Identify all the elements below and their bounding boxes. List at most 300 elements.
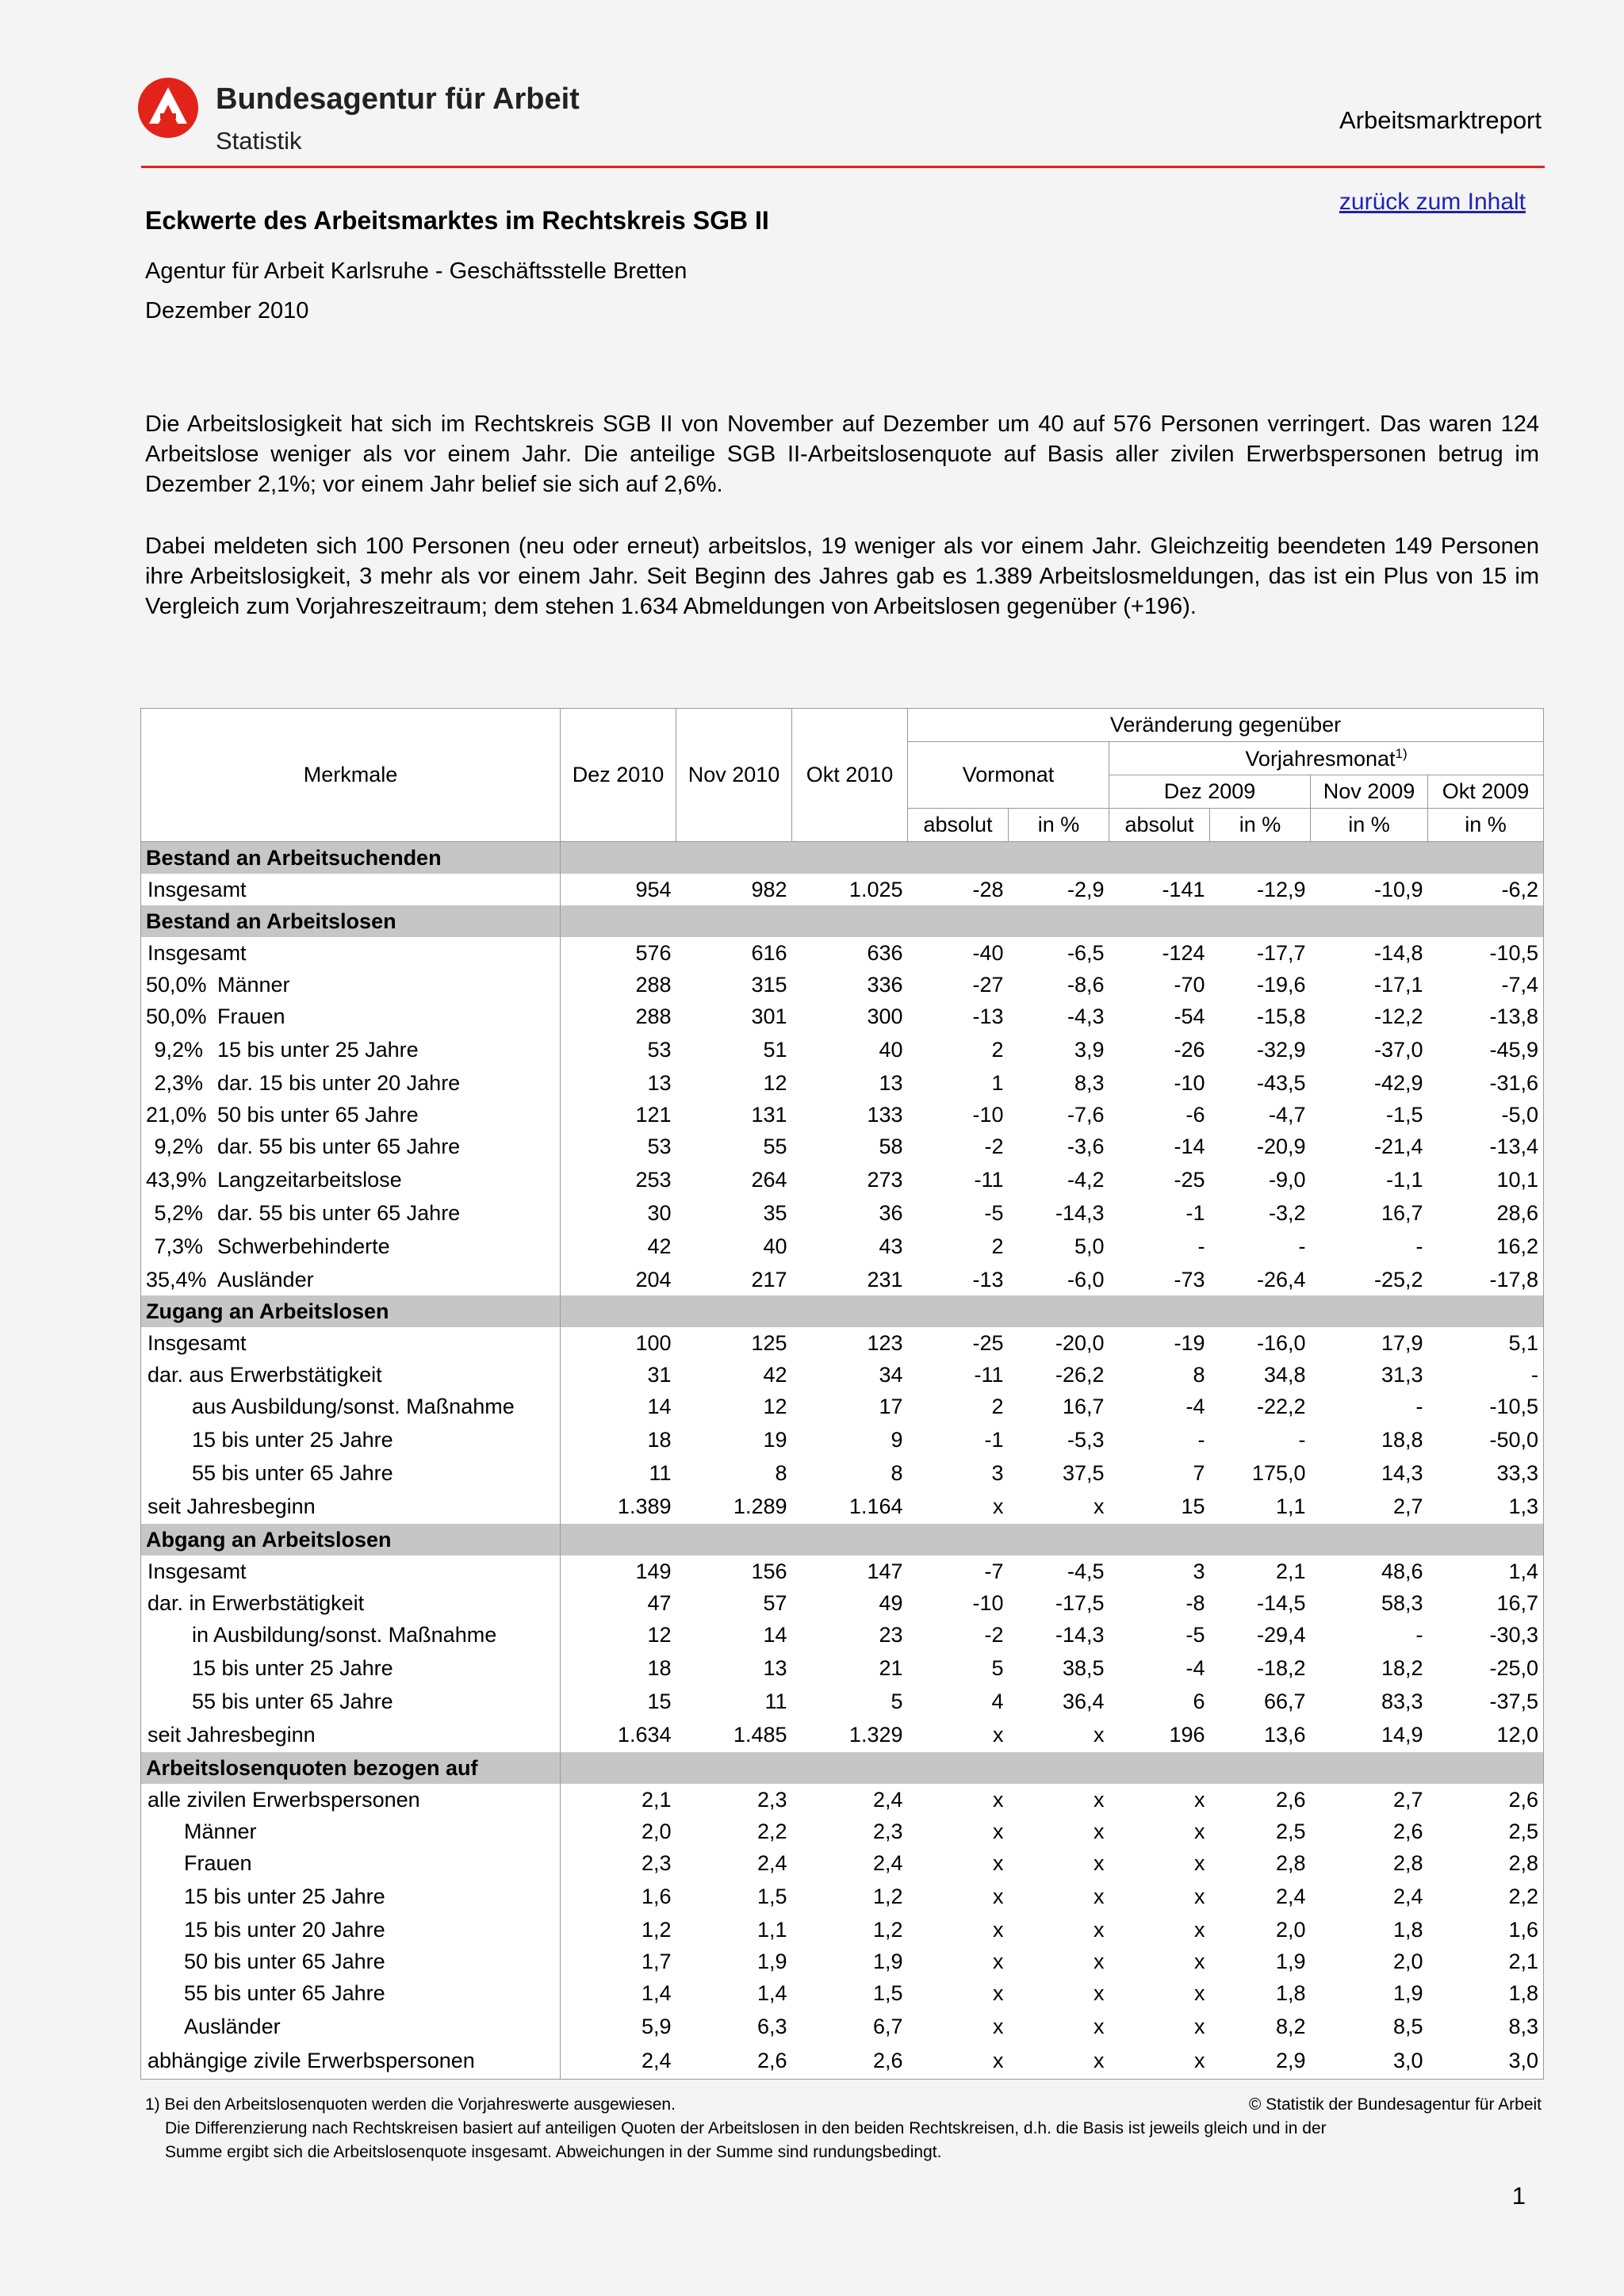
value-cell: 31,3 (1381, 1362, 1423, 1387)
table-row (141, 1489, 1544, 1524)
value-cell: 231 (867, 1267, 903, 1292)
value-cell: 1,8 (1508, 1980, 1539, 2005)
value-cell: 1,5 (756, 1884, 787, 1908)
value-cell: -40 (972, 940, 1004, 965)
value-cell: -1,1 (1385, 1167, 1423, 1192)
row-label-cell (141, 1099, 561, 1131)
value-cell: 14 (647, 1394, 672, 1418)
value-cell: 1.289 (733, 1494, 787, 1518)
value-cell: -42,9 (1373, 1070, 1423, 1095)
value-cell: 1,4 (641, 1980, 672, 2005)
value-cell: 1,3 (1508, 1494, 1539, 1518)
value-cell: 35 (763, 1200, 787, 1225)
row-label: 55 bis unter 65 Jahre (192, 1689, 393, 1713)
value-cell: -11 (974, 1167, 1004, 1192)
value-cell: -7,4 (1501, 972, 1539, 997)
row-label: 15 bis unter 25 Jahre (217, 1037, 419, 1062)
value-cell: 4 (991, 1689, 1004, 1713)
value-cell: 15 (647, 1689, 672, 1713)
value-cell: 2,7 (1392, 1494, 1423, 1518)
value-cell: x (993, 1787, 1004, 1812)
value-cell: -5 (984, 1200, 1004, 1225)
header-divider (141, 166, 1545, 168)
value-cell: -37,0 (1373, 1037, 1423, 1062)
value-cell: -14,3 (1055, 1622, 1105, 1647)
value-cell: -6,0 (1067, 1267, 1105, 1292)
section-header-row (141, 1295, 1544, 1327)
value-cell: 58,3 (1381, 1590, 1423, 1615)
table-row (141, 1391, 1544, 1422)
value-cell: 5,1 (1508, 1330, 1539, 1355)
value-cell: -3,2 (1268, 1200, 1306, 1225)
value-cell: 14,9 (1381, 1722, 1423, 1747)
value-cell: -17,7 (1256, 940, 1306, 965)
value-cell: x (1194, 1884, 1205, 1908)
value-cell: 11 (649, 1460, 672, 1485)
value-cell: -22,2 (1256, 1394, 1306, 1418)
value-cell: 12 (763, 1070, 787, 1095)
row-label-cell (141, 1264, 561, 1295)
value-cell: 1,9 (756, 1949, 787, 1973)
value-cell: 636 (867, 940, 903, 965)
row-label-cell (141, 1229, 561, 1264)
value-cell: 125 (751, 1330, 787, 1355)
report-label: Arbeitsmarktreport (1339, 106, 1542, 134)
value-cell: x (1194, 1917, 1205, 1942)
row-label: abhängige zivile Erwerbspersonen (147, 2049, 475, 2073)
value-cell: 1,8 (1392, 1917, 1423, 1942)
value-cell: 16,2 (1496, 1234, 1539, 1258)
row-label-cell (141, 1391, 561, 1422)
row-label: Insgesamt (147, 1330, 247, 1355)
row-label: Frauen (184, 1850, 252, 1875)
value-cell: 156 (751, 1559, 787, 1583)
value-cell: 336 (867, 972, 903, 997)
value-cell: x (1094, 1850, 1105, 1875)
value-cell: 1.389 (617, 1494, 672, 1518)
value-cell: 34,8 (1263, 1362, 1306, 1387)
table-row (141, 1422, 1544, 1457)
header-in-pct: in % (1428, 809, 1544, 842)
value-cell: 253 (635, 1167, 672, 1192)
value-cell: 43 (879, 1234, 903, 1258)
value-cell: 42 (647, 1234, 672, 1258)
value-cell: 196 (1169, 1722, 1205, 1747)
row-label-cell (141, 1067, 561, 1099)
share-percent: 50,0% (146, 1004, 207, 1028)
value-cell: -27 (972, 972, 1004, 997)
value-cell: 1 (991, 1070, 1004, 1095)
value-cell: 6 (1193, 1689, 1205, 1713)
value-cell: 9 (891, 1427, 903, 1452)
value-cell: 2,4 (872, 1850, 903, 1875)
value-cell: -6 (1185, 1102, 1205, 1127)
table-row (141, 2009, 1544, 2044)
value-cell: 2,3 (756, 1787, 787, 1812)
value-cell: 17,9 (1381, 1330, 1423, 1355)
value-cell: 16,7 (1496, 1590, 1539, 1615)
value-cell: 2,8 (1392, 1850, 1423, 1875)
value-cell: 13 (879, 1070, 903, 1095)
value-cell: 301 (751, 1004, 787, 1028)
value-cell: -13 (972, 1004, 1004, 1028)
value-cell: 7 (1193, 1460, 1205, 1485)
header-okt2010: Okt 2010 (792, 709, 908, 842)
value-cell: 1,9 (1392, 1980, 1423, 2005)
ba-logo-icon (136, 76, 200, 140)
value-cell: 2,0 (1392, 1949, 1423, 1973)
value-cell: -7,6 (1067, 1102, 1105, 1127)
footnote-3: Summe ergibt sich die Arbeitslosenquote insgesamt. Abweichungen in der Summe sind rundungsbedingt. (165, 2143, 942, 2161)
value-cell: -50,0 (1489, 1427, 1539, 1452)
value-cell: 14 (763, 1622, 787, 1647)
value-cell: x (993, 2014, 1004, 2038)
value-cell: - (1197, 1427, 1205, 1452)
row-label-cell (141, 1977, 561, 2009)
value-cell: -25 (972, 1330, 1004, 1355)
value-cell: x (1094, 1787, 1105, 1812)
value-cell: -25 (1174, 1167, 1205, 1192)
value-cell: - (1298, 1427, 1306, 1452)
value-cell: x (908, 2044, 1009, 2079)
value-cell: -8,6 (1067, 972, 1105, 997)
value-cell: 2 (991, 1234, 1004, 1258)
value-cell: 204 (635, 1267, 672, 1292)
value-cell: x (1194, 1980, 1205, 2005)
share-percent: 9,2% (154, 1134, 203, 1158)
header-nov2009: Nov 2009 (1311, 775, 1428, 809)
table-row (141, 1197, 1544, 1229)
value-cell: 1,2 (872, 1884, 903, 1908)
row-label: dar. aus Erwerbstätigkeit (147, 1362, 382, 1387)
table-row (141, 1032, 1544, 1067)
section-header-row (141, 905, 1544, 937)
value-cell: 18,8 (1381, 1427, 1423, 1452)
value-cell: 1.025 (848, 877, 903, 901)
share-percent: 9,2% (154, 1037, 203, 1062)
value-cell: 8,2 (1275, 2014, 1306, 2038)
value-cell: 2,8 (1508, 1850, 1539, 1875)
value-cell: x (993, 1884, 1004, 1908)
value-cell: 2,4 (1275, 1884, 1306, 1908)
value-cell: -14 (1174, 1134, 1205, 1158)
table-row (141, 1686, 1544, 1717)
row-label-cell (141, 1946, 561, 1977)
row-label-cell (141, 1686, 561, 1717)
value-cell: -12,2 (1373, 1004, 1423, 1028)
value-cell: 6,3 (756, 2014, 787, 2038)
share-percent: 43,9% (146, 1167, 207, 1192)
share-percent: 35,4% (146, 1267, 207, 1292)
value-cell: x (1194, 2014, 1205, 2038)
row-label-cell (141, 1651, 561, 1686)
row-label: in Ausbildung/sonst. Maßnahme (192, 1622, 497, 1647)
value-cell: 2,2 (1508, 1884, 1539, 1908)
value-cell: 37,5 (1062, 1460, 1105, 1485)
value-cell: 1,6 (641, 1884, 672, 1908)
value-cell: 1.329 (848, 1722, 903, 1747)
value-cell: -14,3 (1055, 1200, 1105, 1225)
value-cell: x (993, 1819, 1004, 1843)
row-label: Schwerbehinderte (217, 1234, 390, 1258)
table-row (141, 1619, 1544, 1651)
row-label-cell (141, 1422, 561, 1457)
value-cell: 2,4 (756, 1850, 787, 1875)
value-cell: 30 (647, 1200, 672, 1225)
table-row (141, 1099, 1544, 1131)
table-row (141, 1162, 1544, 1197)
value-cell: 83,3 (1381, 1689, 1423, 1713)
row-label: Ausländer (217, 1267, 314, 1292)
value-cell: x (993, 1494, 1004, 1518)
value-cell: -31,6 (1489, 1070, 1539, 1095)
value-cell: 66,7 (1263, 1689, 1306, 1713)
value-cell: -20,9 (1256, 1134, 1306, 1158)
table-row (141, 1457, 1544, 1489)
header-in-pct: in % (1009, 809, 1109, 842)
value-cell: x (1109, 2044, 1210, 2079)
value-cell: 1.634 (617, 1722, 672, 1747)
value-cell: 2,1 (1508, 1949, 1539, 1973)
value-cell: 1.164 (848, 1494, 903, 1518)
value-cell: x (1094, 1917, 1105, 1942)
table-row (141, 1946, 1544, 1977)
back-to-contents-link[interactable]: zurück zum Inhalt (1339, 189, 1526, 215)
value-cell: 3,9 (1074, 1037, 1105, 1062)
footnote-2: Die Differenzierung nach Rechtskreisen basiert auf anteiligen Quoten der Arbeitslosen in den beiden Rechtskreisen, d.h. die Basis ist jeweils gleich und in der (165, 2119, 1327, 2137)
value-cell: 300 (867, 1004, 903, 1028)
table-row (141, 1067, 1544, 1099)
value-cell: 1,2 (641, 1917, 672, 1942)
value-cell: 2,4 (1392, 1884, 1423, 1908)
value-cell: 1,1 (1275, 1494, 1306, 1518)
value-cell: 3,0 (1428, 2044, 1544, 2079)
value-cell: 15 (1181, 1494, 1205, 1518)
table-row (141, 1847, 1544, 1879)
value-cell: 100 (635, 1330, 672, 1355)
value-cell: - (1197, 1234, 1205, 1258)
row-label-cell (141, 1359, 561, 1391)
value-cell: -2 (984, 1622, 1004, 1647)
row-label: seit Jahresbeginn (147, 1494, 316, 1518)
summary-paragraph-1: Die Arbeitslosigkeit hat sich im Rechtskreis SGB II von November auf Dezember um 40 auf 576 Personen verringert. Das waren 124 Arbeitslose weniger als vor einem Jahr. Die anteilige SGB II-Arbeitslosenquote auf Basis aller zivilen Erwerbspersonen betrug im Dezember 2,1%; vor einem Jahr belief sie sich auf 2,6%. (145, 411, 1539, 497)
value-cell: 1,4 (1508, 1559, 1539, 1583)
value-cell: 8 (891, 1460, 903, 1485)
section-header-row (141, 1752, 1544, 1784)
copyright: © Statistik der Bundesagentur für Arbeit (1248, 2095, 1542, 2114)
value-cell: 55 (763, 1134, 787, 1158)
value-cell: 1,2 (872, 1917, 903, 1942)
value-cell: 2,6 (1508, 1787, 1539, 1812)
value-cell: 36 (879, 1200, 903, 1225)
header-nov2010: Nov 2010 (676, 709, 792, 842)
row-label-cell (141, 2044, 561, 2079)
value-cell: -10 (1174, 1070, 1205, 1095)
value-cell: x (1094, 1980, 1105, 2005)
value-cell: -3,6 (1067, 1134, 1105, 1158)
table-row (141, 1717, 1544, 1752)
value-cell: -5,0 (1501, 1102, 1539, 1127)
value-cell: 8 (1193, 1362, 1205, 1387)
value-cell: -4,2 (1067, 1167, 1105, 1192)
value-cell: 13,6 (1263, 1722, 1306, 1747)
value-cell: -1,5 (1385, 1102, 1423, 1127)
row-label: aus Ausbildung/sonst. Maßnahme (192, 1394, 515, 1418)
row-label-cell (141, 1914, 561, 1946)
value-cell: -30,3 (1489, 1622, 1539, 1647)
value-cell: x (1194, 1850, 1205, 1875)
value-cell: -14,5 (1256, 1590, 1306, 1615)
value-cell: -16,0 (1256, 1330, 1306, 1355)
section-fill (561, 1524, 1544, 1556)
value-cell: - (1531, 1362, 1539, 1387)
value-cell: 6,7 (872, 2014, 903, 2038)
row-label: dar. 55 bis unter 65 Jahre (217, 1200, 461, 1225)
table-row (141, 1977, 1544, 2009)
value-cell: -73 (1174, 1267, 1205, 1292)
value-cell: -5 (1185, 1622, 1205, 1647)
value-cell: 18,2 (1381, 1655, 1423, 1680)
value-cell: -45,9 (1489, 1037, 1539, 1062)
value-cell: 3 (991, 1460, 1004, 1485)
value-cell: -28 (972, 877, 1004, 901)
value-cell: -10,9 (1373, 877, 1423, 901)
value-cell: 2,6 (792, 2044, 908, 2079)
value-cell: -18,2 (1256, 1655, 1306, 1680)
value-cell: 2,6 (1275, 1787, 1306, 1812)
table-row (141, 969, 1544, 1001)
value-cell: x (993, 1949, 1004, 1973)
header-in-pct: in % (1311, 809, 1428, 842)
row-label-cell (141, 1717, 561, 1752)
value-cell: 28,6 (1496, 1200, 1539, 1225)
value-cell: 1,7 (641, 1949, 672, 1973)
row-label: Langzeitarbeitslose (217, 1167, 402, 1192)
header-in-pct: in % (1210, 809, 1311, 842)
share-percent: 50,0% (146, 972, 207, 997)
value-cell: -12,9 (1256, 877, 1306, 901)
header-vorjahresmonat: Vorjahresmonat$^{1)}$ (1109, 742, 1544, 775)
value-cell: 40 (879, 1037, 903, 1062)
section-header-row (141, 1524, 1544, 1556)
value-cell: 315 (751, 972, 787, 997)
value-cell: 2,1 (641, 1787, 672, 1812)
value-cell: 21 (879, 1655, 903, 1680)
value-cell: -37,5 (1489, 1689, 1539, 1713)
value-cell: 8 (775, 1460, 787, 1485)
row-label: alle zivilen Erwerbspersonen (147, 1787, 420, 1812)
table-row (141, 1229, 1544, 1264)
value-cell: -17,8 (1489, 1267, 1539, 1292)
value-cell: -4 (1185, 1394, 1205, 1418)
table-row (141, 1816, 1544, 1847)
value-cell: 57 (763, 1590, 787, 1615)
value-cell: x (1094, 1949, 1105, 1973)
value-cell: -11 (974, 1362, 1004, 1387)
value-cell: 982 (751, 877, 787, 901)
value-cell: 576 (635, 940, 672, 965)
value-cell: 288 (635, 1004, 672, 1028)
value-cell: 954 (635, 877, 672, 901)
value-cell: -17,5 (1055, 1590, 1105, 1615)
row-label-cell (141, 1489, 561, 1524)
header-vormonat: Vormonat (908, 742, 1109, 809)
value-cell: 264 (751, 1167, 787, 1192)
value-cell: 2,6 (1392, 1819, 1423, 1843)
header-absolut: absolut (908, 809, 1009, 842)
value-cell: -26 (1174, 1037, 1205, 1062)
row-label: 15 bis unter 25 Jahre (192, 1655, 393, 1680)
value-cell: 175,0 (1251, 1460, 1306, 1485)
value-cell: -14,8 (1373, 940, 1423, 965)
section-label: Arbeitslosenquoten bezogen auf (141, 1752, 561, 1784)
value-cell: -10,5 (1489, 940, 1539, 965)
page-title: Eckwerte des Arbeitsmarktes im Rechtskreis SGB II (145, 206, 769, 235)
value-cell: 2 (991, 1037, 1004, 1062)
value-cell: 8,3 (1074, 1070, 1105, 1095)
value-cell: -70 (1174, 972, 1205, 997)
row-label: Insgesamt (147, 940, 247, 965)
value-cell: 273 (867, 1167, 903, 1192)
row-label-cell (141, 1457, 561, 1489)
row-label: seit Jahresbeginn (147, 1722, 316, 1747)
row-label-cell (141, 1197, 561, 1229)
labour-market-table (140, 708, 1544, 2080)
value-cell: 51 (763, 1037, 787, 1062)
value-cell: x (1094, 2014, 1105, 2038)
value-cell: 16,7 (1062, 1394, 1105, 1418)
value-cell: 42 (763, 1362, 787, 1387)
row-label: 15 bis unter 25 Jahre (184, 1884, 385, 1908)
section-label: Zugang an Arbeitslosen (141, 1295, 561, 1327)
table-row (141, 2044, 1544, 2079)
value-cell: 38,5 (1062, 1655, 1105, 1680)
value-cell: -6,5 (1067, 940, 1105, 965)
value-cell: -20,0 (1055, 1330, 1105, 1355)
value-cell: 5,0 (1074, 1234, 1105, 1258)
footnote-ref: 1) (1395, 745, 1408, 761)
value-cell: -13,8 (1489, 1004, 1539, 1028)
value-cell: 2,4 (872, 1787, 903, 1812)
header-dez2009: Dez 2009 (1109, 775, 1311, 809)
value-cell: 10,1 (1496, 1167, 1539, 1192)
value-cell: x (1194, 1819, 1205, 1843)
value-cell: 31 (647, 1362, 672, 1387)
value-cell: -26,2 (1055, 1362, 1105, 1387)
row-label-cell (141, 2009, 561, 2044)
value-cell: 11 (764, 1689, 787, 1713)
header-merkmale: Merkmale (141, 709, 561, 842)
row-label-cell (141, 1816, 561, 1847)
value-cell: 1,9 (872, 1949, 903, 1973)
value-cell: 13 (763, 1655, 787, 1680)
value-cell: 34 (879, 1362, 903, 1387)
value-cell: 3 (1193, 1559, 1205, 1583)
value-cell: 3,0 (1311, 2044, 1428, 2079)
value-cell: 149 (635, 1559, 672, 1583)
value-cell: 2,0 (1275, 1917, 1306, 1942)
value-cell: 616 (751, 940, 787, 965)
row-label-cell (141, 1879, 561, 1914)
page-number: 1 (1511, 2182, 1526, 2210)
value-cell: 8,3 (1508, 2014, 1539, 2038)
header-veraenderung: Veränderung gegenüber (908, 709, 1544, 742)
section-label: Bestand an Arbeitslosen (141, 905, 561, 937)
row-label: 15 bis unter 20 Jahre (184, 1917, 385, 1942)
value-cell: 12 (647, 1622, 672, 1647)
value-cell: -26,4 (1256, 1267, 1306, 1292)
value-cell: - (1298, 1234, 1306, 1258)
